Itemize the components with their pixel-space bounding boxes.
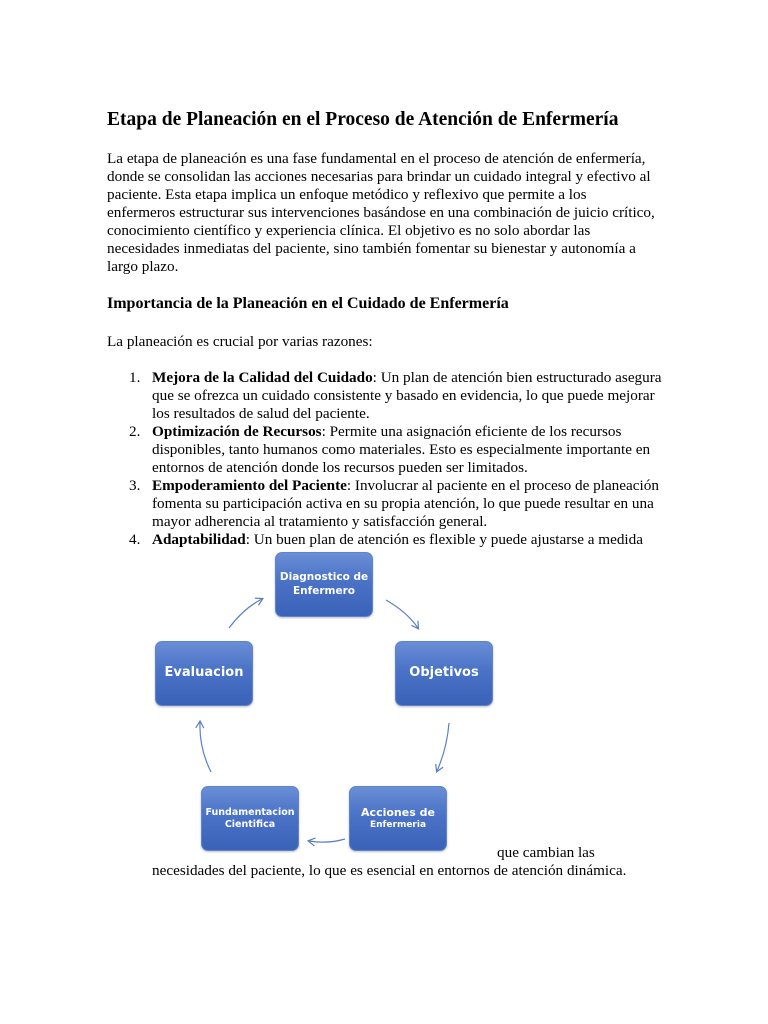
node-acciones xyxy=(349,786,447,851)
section-heading: Importancia de la Planeación en el Cuidado de Enfermería xyxy=(107,295,509,312)
node-diagnostico-line1: Diagnostico de xyxy=(279,571,369,584)
planning-cycle-diagram xyxy=(0,548,768,858)
list-item xyxy=(107,477,667,531)
arrow-diagnostico-objetivos xyxy=(386,600,418,628)
node-fundamentacion xyxy=(201,786,299,851)
list-item-4-continuation-line2: necesidades del paciente, lo que es esencial en entornos de atención dinámica. xyxy=(152,862,627,879)
node-fundamentacion-line1: Fundamentacion xyxy=(205,806,295,818)
list-number: 2. xyxy=(129,423,141,440)
list-term: Optimización de Recursos xyxy=(152,423,322,440)
list-text: : Involucrar al paciente en el proceso de planeación fomenta su participación activa en su propia atención, lo que puede resultar en una mayor adherencia al tratamiento y satisfacción general. xyxy=(152,477,659,530)
list-text: : Un buen plan de atención es flexible y puede ajustarse a medida xyxy=(245,531,643,548)
document-title: Etapa de Planeación en el Proceso de Atención de Enfermería xyxy=(107,109,619,130)
list-item-4-continuation: que cambian las xyxy=(497,844,595,861)
list-number: 4. xyxy=(129,531,141,548)
node-diagnostico xyxy=(275,552,373,617)
list-text: : Permite una asignación eficiente de los recursos disponibles, tanto humanos como materiales. Esto es especialmente importante en entornos de atención donde los recursos pueden ser limitados. xyxy=(152,423,651,476)
arrow-fundamentacion-evaluacion xyxy=(200,722,211,772)
lead-paragraph: La planeación es crucial por varias razones: xyxy=(107,333,373,350)
node-objetivos xyxy=(395,641,493,706)
list-term: Mejora de la Calidad del Cuidado xyxy=(152,369,373,386)
node-fundamentacion-line2: Cientifica xyxy=(224,818,276,830)
list-term: Adaptabilidad xyxy=(152,531,246,548)
reasons-list xyxy=(107,369,667,549)
list-text: : Un plan de atención bien estructurado asegura que se ofrezca un cuidado consistente y basado en evidencia, lo que puede mejorar los resultados de salud del paciente. xyxy=(152,369,662,422)
list-term: Empoderamiento del Paciente xyxy=(152,477,347,494)
node-objetivos-label: Objetivos xyxy=(409,665,479,681)
intro-paragraph: La etapa de planeación es una fase fundamental en el proceso de atención de enfermería, donde se consolidan las acciones necesarias para brindar un cuidado integral y efectivo al paciente. Esta etapa implica un enfoque metódico y reflexivo que permite a los enfermeros estructurar sus intervenciones basándose en una combinación de juicio crítico, conocimiento científico y experiencia clínica. El objetivo es no solo abordar las necesidades inmediatas del paciente, sino también fomentar su bienestar y autonomía a largo plazo. xyxy=(107,150,655,275)
node-diagnostico-line2: Enfermero xyxy=(293,584,355,597)
list-item xyxy=(107,423,667,477)
node-evaluacion-label: Evaluacion xyxy=(164,665,244,681)
node-acciones-line2: Enfermeria xyxy=(369,819,427,830)
node-acciones-line1: Acciones de xyxy=(361,806,435,819)
list-item xyxy=(107,369,667,423)
arrow-acciones-fundamentacion xyxy=(309,839,345,842)
list-item xyxy=(107,531,667,549)
node-evaluacion xyxy=(155,641,253,706)
list-number: 1. xyxy=(129,369,141,386)
list-number: 3. xyxy=(129,477,141,494)
arrow-evaluacion-diagnostico xyxy=(229,599,262,628)
arrow-objetivos-acciones xyxy=(437,723,449,771)
